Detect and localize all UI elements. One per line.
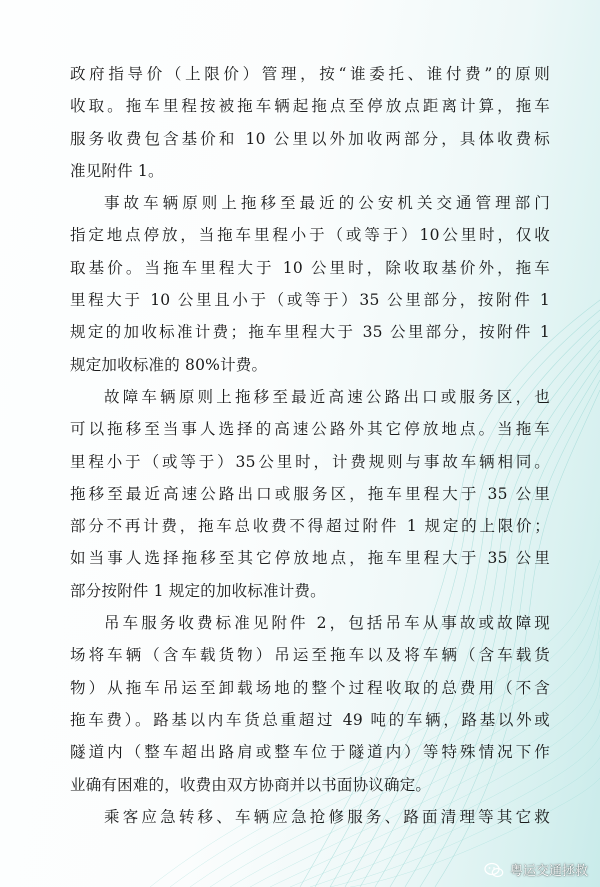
text-line: 收取。拖车里程按被拖车辆起拖点至停放点距离计算，拖车 xyxy=(70,97,550,116)
text-line: 部分按附件 1 规定的加收标准计费。 xyxy=(70,581,326,600)
text-line: 部分不再计费，拖车总收费不得超过附件 1 规定的上限价； xyxy=(70,517,550,536)
text-line: 拖车费）。路基以内车货总重超过 49 吨的车辆，路基以外或 xyxy=(70,710,550,729)
text-line: 里程大于 10 公里且小于（或等于）35 公里部分，按附件 1 xyxy=(70,291,550,310)
wechat-icon xyxy=(484,862,504,878)
text-line: 业确有困难的，收费由双方协商并以书面协议确定。 xyxy=(70,775,432,794)
text-line: 物）从拖车吊运至卸载场地的整个过程收取的总费用（不含 xyxy=(70,678,550,697)
watermark-text: 粤运交通拯救 xyxy=(509,864,588,879)
text-line: 可以拖移至当事人选择的高速公路外其它停放地点。当拖车 xyxy=(70,420,550,439)
text-line: 故障车辆原则上拖移至最近高速公路出口或服务区，也 xyxy=(104,387,550,406)
text-line: 事故车辆原则上拖移至最近的公安机关交通管理部门 xyxy=(104,194,550,213)
text-line: 拖移至最近高速公路出口或服务区，拖车里程大于 35 公里 xyxy=(70,484,550,503)
text-line: 服务收费包含基价和 10 公里以外加收两部分，具体收费标 xyxy=(70,129,550,148)
text-line: 乘客应急转移、车辆应急抢修服务、路面清理等其它救 xyxy=(104,807,550,826)
text-line: 指定地点停放，当拖车里程小于（或等于）10公里时，仅收 xyxy=(70,226,550,245)
watermark xyxy=(484,860,588,879)
text-line: 准见附件 1。 xyxy=(70,161,164,180)
text-line: 场将车辆（含车载货物）吊运至拖车以及将车辆（含车载货 xyxy=(70,646,550,665)
text-line: 取基价。当拖车里程大于 10 公里时，除收取基价外，拖车 xyxy=(70,258,550,277)
text-line: 吊车服务收费标准见附件 2，包括吊车从事故或故障现 xyxy=(104,614,550,633)
text-line: 隧道内（整车超出路肩或整车位于隧道内）等特殊情况下作 xyxy=(70,743,550,762)
text-line: 规定的加收标准计费；拖车里程大于 35 公里部分，按附件 1 xyxy=(70,323,550,342)
text-line: 里程小于（或等于）35公里时，计费规则与事故车辆相同。 xyxy=(70,452,550,471)
document-body xyxy=(70,58,550,833)
text-line: 政府指导价（上限价）管理，按“谁委托、谁付费”的原则 xyxy=(70,65,550,83)
text-line: 规定加收标准的 80%计费。 xyxy=(70,355,268,374)
text-line: 如当事人选择拖移至其它停放地点，拖车里程大于 35 公里 xyxy=(70,549,550,568)
